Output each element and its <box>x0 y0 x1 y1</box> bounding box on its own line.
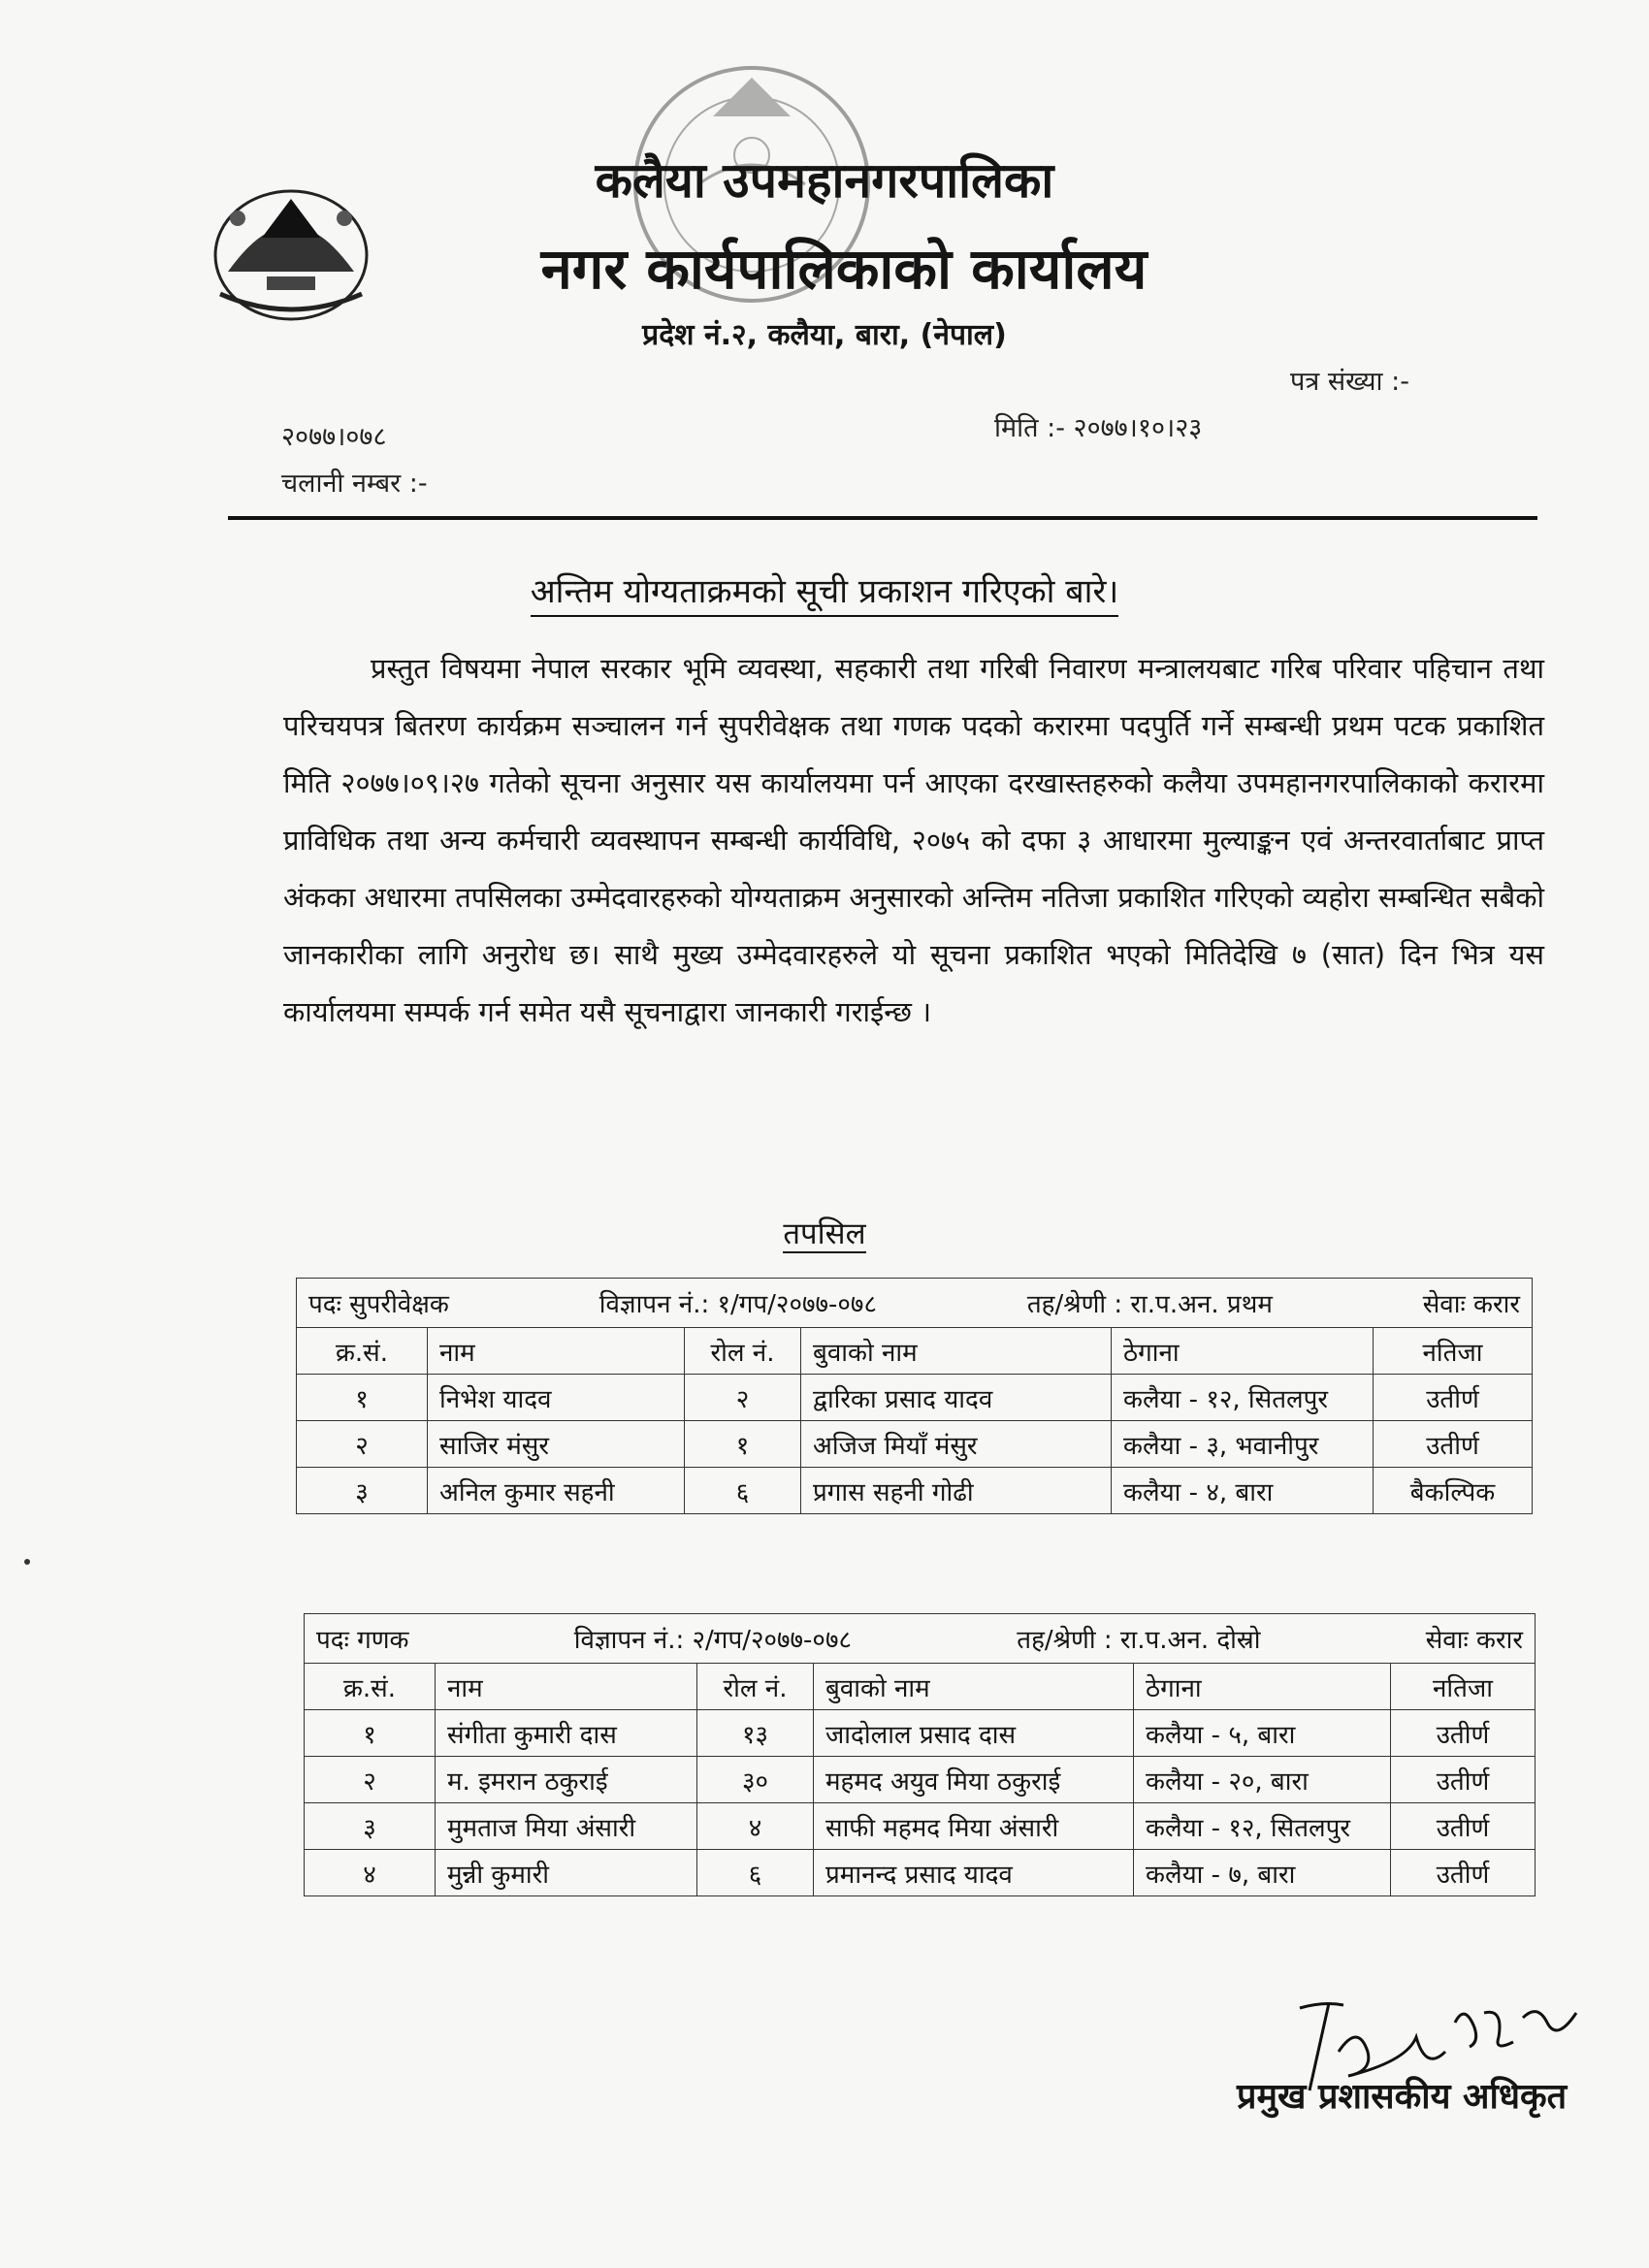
cell-address: कलैया - ७, बारा <box>1134 1850 1391 1896</box>
cell-result: उतीर्ण <box>1391 1803 1536 1850</box>
cell-result: उतीर्ण <box>1374 1375 1533 1421</box>
subject-text: अन्तिम योग्यताक्रमको सूची प्रकाशन गरिएको बारे। <box>531 572 1119 617</box>
col-result: नतिजा <box>1391 1664 1536 1710</box>
col-father: बुवाको नाम <box>801 1328 1112 1375</box>
cell-sn: ३ <box>305 1803 436 1850</box>
table-row <box>305 1710 1536 1757</box>
cell-result: उतीर्ण <box>1391 1850 1536 1896</box>
office-name-line2: नगर कार्यपालिकाको कार्यालय <box>540 236 1148 302</box>
notice-subject <box>0 567 1649 612</box>
col-roll: रोल नं. <box>697 1664 814 1710</box>
cell-roll: १३ <box>697 1710 814 1757</box>
cell-sn: ३ <box>297 1468 428 1514</box>
cell-sn: १ <box>297 1375 428 1421</box>
cell-result: उतीर्ण <box>1374 1421 1533 1468</box>
chalani-number: चलानी नम्बर :- <box>281 469 428 499</box>
cell-father: द्वारिका प्रसाद यादव <box>801 1375 1112 1421</box>
tapasil-text: तपसिल <box>783 1216 866 1251</box>
table-row <box>297 1468 1533 1514</box>
cell-roll: १ <box>685 1421 801 1468</box>
cell-address: कलैया - २०, बारा <box>1134 1757 1391 1803</box>
cell-father: साफी महमद मिया अंसारी <box>814 1803 1134 1850</box>
cell-father: प्रगास सहनी गोढी <box>801 1468 1112 1514</box>
advert-number: विज्ञापन नं.: १/गप/२०७७-०७८ <box>598 1290 877 1319</box>
scan-specks <box>19 1533 97 1571</box>
cell-name: संगीता कुमारी दास <box>436 1710 697 1757</box>
office-name-line1: कलैया उपमहानगरपालिका <box>595 152 1054 209</box>
col-result: नतिजा <box>1374 1328 1533 1375</box>
post-label: पदः सुपरीवेक्षक <box>308 1290 449 1319</box>
table-info-row <box>297 1279 1533 1328</box>
notice-body: प्रस्तुत विषयमा नेपाल सरकार भूमि व्यवस्था, सहकारी तथा गरिबी निवारण मन्त्रालयबाट गरिब परिवार पहिचान तथा परिचयपत्र बितरण कार्यक्रम सञ्चालन गर्न सुपरीवेक्षक तथा गणक पदको करारमा पदपुर्ति गर्ने सम्बन्धी प्रथम पटक प्रकाशित मिति २०७७।०९।२७ गतेको सूचना अनुसार यस कार्यालयमा पर्न आएका दरखास्तहरुको कलैया उपमहानगरपालिकाको करारमा प्राविधिक तथा अन्य कर्मचारी व्यवस्थापन सम्बन्धी कार्यविधि, २०७५ को दफा ३ आधारमा मुल्याङ्कन एवं अन्तरवार्ताबाट प्राप्त अंकका अधारमा तपसिलका उम्मेदवारहरुको योग्यताक्रम अनुसारको अन्तिम नतिजा प्रकाशित गरिएको व्यहोरा सम्बन्धित सबैको जानकारीका लागि अनुरोध छ। साथै मुख्य उम्मेदवारहरुले यो सूचना प्रकाशित भएको मितिदेखि ७ (सात) दिन भित्र यस कार्यालयमा सम्पर्क गर्न समेत यसै सूचनाद्वारा जानकारी गराईन्छ । <box>283 652 1544 1028</box>
cell-address: कलैया - १२, सितलपुर <box>1134 1803 1391 1850</box>
cell-sn: ४ <box>305 1850 436 1896</box>
cell-sn: २ <box>305 1757 436 1803</box>
col-name: नाम <box>428 1328 685 1375</box>
service-type: सेवाः करार <box>1425 1626 1523 1655</box>
signatory-title: प्रमुख प्रशासकीय अधिकृत <box>1237 2077 1568 2117</box>
cell-father: अजिज मियाँ मंसुर <box>801 1421 1112 1468</box>
post-label: पदः गणक <box>316 1626 409 1655</box>
supervisor-results-table <box>296 1278 1533 1514</box>
col-sn: क्र.सं. <box>297 1328 428 1375</box>
col-name: नाम <box>436 1664 697 1710</box>
cell-address: कलैया - ४, बारा <box>1112 1468 1374 1514</box>
table-row <box>305 1850 1536 1896</box>
cell-name: मुन्नी कुमारी <box>436 1850 697 1896</box>
advert-number: विज्ञापन नं.: २/गप/२०७७-०७८ <box>573 1626 852 1655</box>
cell-address: कलैया - ५, बारा <box>1134 1710 1391 1757</box>
cell-result: बैकल्पिक <box>1374 1468 1533 1514</box>
level-label: तह/श्रेणी : रा.प.अन. प्रथम <box>1026 1290 1273 1319</box>
cell-address: कलैया - ३, भवानीपुर <box>1112 1421 1374 1468</box>
cell-roll: ४ <box>697 1803 814 1850</box>
col-father: बुवाको नाम <box>814 1664 1134 1710</box>
cell-sn: २ <box>297 1421 428 1468</box>
cell-father: प्रमानन्द प्रसाद यादव <box>814 1850 1134 1896</box>
cell-father: महमद अयुव मिया ठकुराई <box>814 1757 1134 1803</box>
cell-name: निभेश यादव <box>428 1375 685 1421</box>
cell-result: उतीर्ण <box>1391 1710 1536 1757</box>
cell-sn: १ <box>305 1710 436 1757</box>
table-header-row <box>305 1664 1536 1710</box>
table-header-row <box>297 1328 1533 1375</box>
col-address: ठेगाना <box>1112 1328 1374 1375</box>
cell-name: साजिर मंसुर <box>428 1421 685 1468</box>
col-roll: रोल नं. <box>685 1328 801 1375</box>
tapasil-heading <box>0 1213 1649 1253</box>
table-row <box>297 1421 1533 1468</box>
fiscal-year: २०७७।०७८ <box>281 422 387 452</box>
table-row <box>305 1757 1536 1803</box>
cell-result: उतीर्ण <box>1391 1757 1536 1803</box>
col-sn: क्र.सं. <box>305 1664 436 1710</box>
cell-roll: २ <box>685 1375 801 1421</box>
table-row <box>297 1375 1533 1421</box>
cell-name: म. इमरान ठकुराई <box>436 1757 697 1803</box>
cell-name: अनिल कुमार सहनी <box>428 1468 685 1514</box>
service-type: सेवाः करार <box>1422 1290 1520 1319</box>
col-address: ठेगाना <box>1134 1664 1391 1710</box>
header-divider <box>228 516 1537 520</box>
cell-father: जादोलाल प्रसाद दास <box>814 1710 1134 1757</box>
table-row <box>305 1803 1536 1850</box>
cell-roll: ६ <box>685 1468 801 1514</box>
office-address: प्रदेश नं.२, कलैया, बारा, (नेपाल) <box>642 318 1007 352</box>
cell-address: कलैया - १२, सितलपुर <box>1112 1375 1374 1421</box>
cell-roll: ३० <box>697 1757 814 1803</box>
cell-roll: ६ <box>697 1850 814 1896</box>
enumerator-results-table <box>304 1613 1536 1896</box>
level-label: तह/श्रेणी : रा.प.अन. दोस्रो <box>1017 1626 1261 1655</box>
patra-sankhya: पत्र संख्या :- <box>1290 367 1409 397</box>
table-info-row <box>305 1614 1536 1664</box>
cell-name: मुमताज मिया अंसारी <box>436 1803 697 1850</box>
letter-date: मिति :- २०७७।१०।२३ <box>994 413 1203 443</box>
